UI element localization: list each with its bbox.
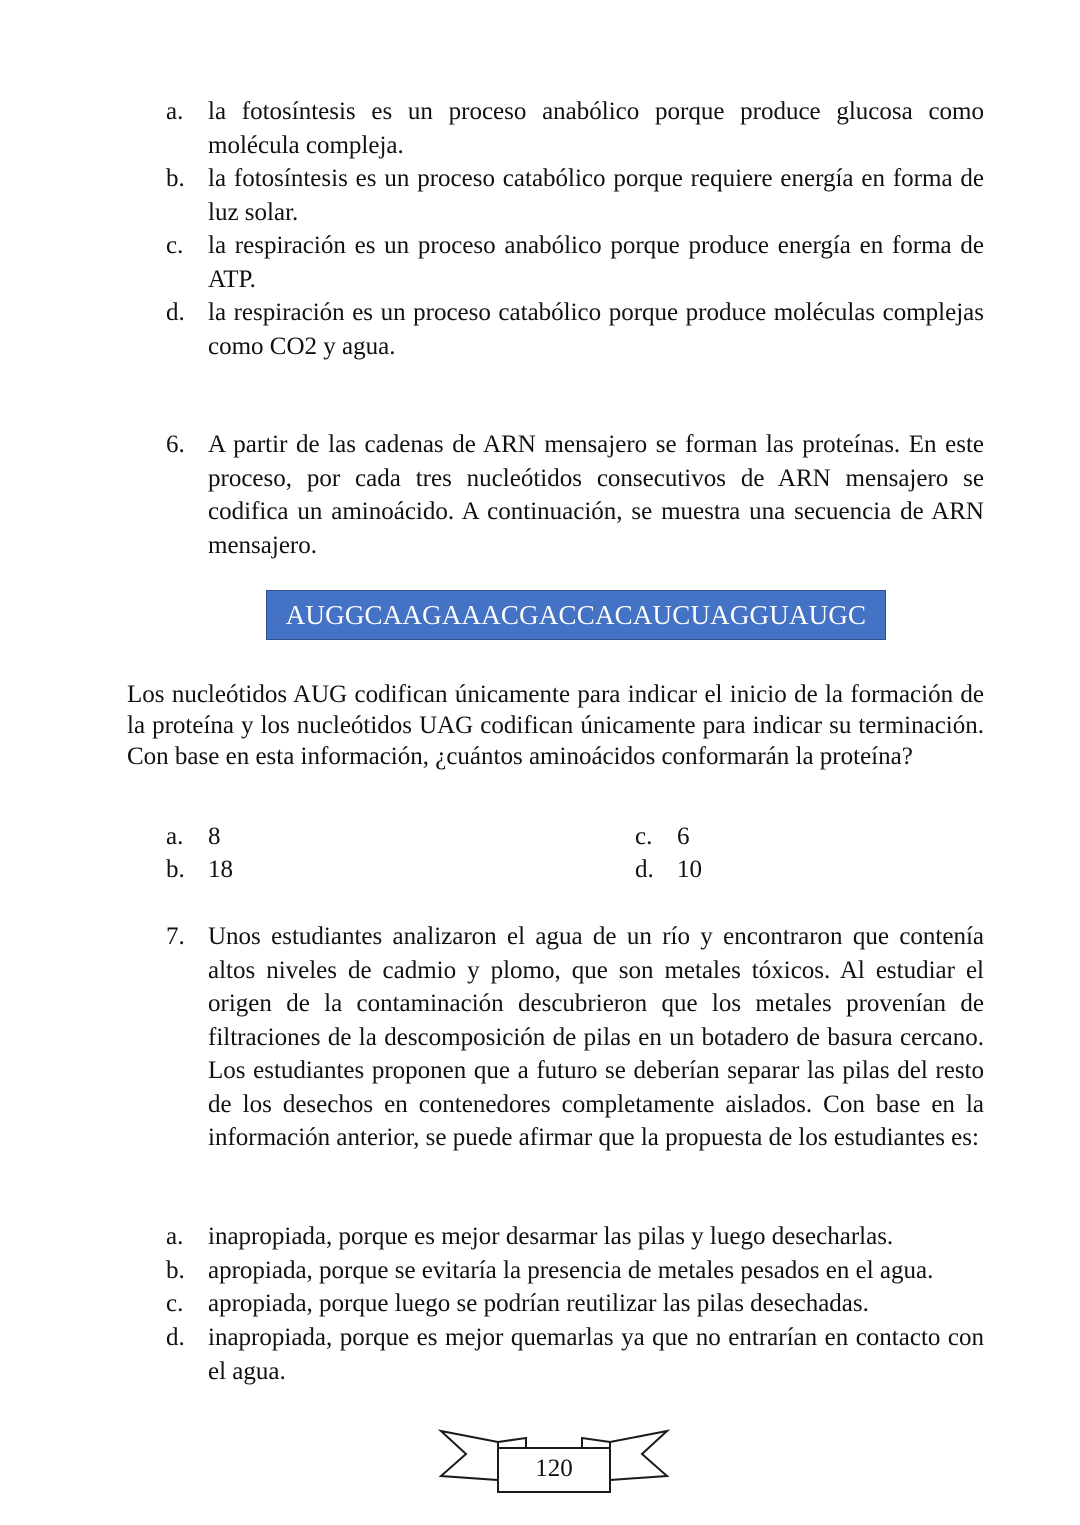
option-letter: d. [166, 299, 185, 326]
q6-option-b [166, 853, 233, 887]
question-number: 7. [166, 923, 185, 950]
q7-option-c [166, 1287, 984, 1321]
option-text: la respiración es un proceso anabólico porque produce energía en forma de ATP. [208, 232, 984, 293]
option-text: 6 [677, 823, 690, 850]
q5-option-d [166, 296, 984, 363]
option-text: 8 [208, 823, 221, 850]
option-letter: a. [166, 1223, 184, 1250]
q5-option-a [166, 95, 984, 162]
q6-option-a [166, 820, 221, 854]
question-number: 6. [166, 431, 185, 458]
q7-option-b [166, 1254, 984, 1288]
option-text: inapropiada, porque es mejor desarmar las pilas y luego desecharlas. [208, 1223, 894, 1250]
option-letter: b. [166, 1257, 185, 1284]
option-letter: c. [166, 1290, 184, 1317]
question-6 [166, 428, 984, 562]
option-letter: a. [166, 98, 184, 125]
option-text: apropiada, porque luego se podrían reutilizar las pilas desechadas. [208, 1290, 869, 1317]
question-7 [166, 920, 984, 1155]
option-text: 10 [677, 856, 702, 883]
option-text: la respiración es un proceso catabólico porque produce moléculas complejas como CO2 y agua. [208, 299, 984, 360]
option-text: inapropiada, porque es mejor quemarlas ya que no entrarían en contacto con el agua. [208, 1324, 984, 1385]
page-number-ribbon [438, 1428, 670, 1498]
option-letter: c. [166, 232, 184, 259]
rna-sequence-box: AUGGCAAGAAACGACCACAUCUAGGUAUGC [266, 590, 886, 640]
option-text: la fotosíntesis es un proceso anabólico porque produce glucosa como molécula compleja. [208, 98, 984, 159]
q7-option-d [166, 1321, 984, 1388]
page-number: 120 [535, 1455, 573, 1482]
q5-option-b [166, 162, 984, 229]
option-letter: b. [166, 856, 185, 883]
q7-option-a [166, 1220, 984, 1254]
option-letter: a. [166, 823, 184, 850]
question-text: Unos estudiantes analizaron el agua de un río y encontraron que contenía altos niveles de cadmio y plomo, que son metales tóxicos. Al estudiar el origen de la contaminación descubrieron que los metales provenían de filtraciones de la descomposición de pilas en un botadero de basura cercano. Los estudiantes proponen que a futuro se deberían separar las pilas del resto de los desechos en contenedores completamente aislados. Con base en la información anterior, se puede afirmar que la propuesta de los estudiantes es: [208, 923, 984, 1151]
option-text: 18 [208, 856, 233, 883]
option-letter: c. [635, 823, 653, 850]
option-text: apropiada, porque se evitaría la presencia de metales pesados en el agua. [208, 1257, 934, 1284]
option-letter: b. [166, 165, 185, 192]
question-text: A partir de las cadenas de ARN mensajero se forman las proteínas. En este proceso, por cada tres nucleótidos consecutivos de ARN mensajero se codifica un aminoácido. A continuación, se muestra una secuencia de ARN mensajero. [208, 431, 984, 559]
option-text: la fotosíntesis es un proceso catabólico porque requiere energía en forma de luz solar. [208, 165, 984, 226]
q6-option-d [635, 853, 702, 887]
q6-option-c [635, 820, 690, 854]
question-6-paragraph: Los nucleótidos AUG codifican únicamente para indicar el inicio de la formación de la proteína y los nucleótidos UAG codifican únicamente para indicar su terminación. Con base en esta información, ¿cuántos aminoácidos conformarán la proteína? [127, 681, 984, 770]
option-letter: d. [635, 856, 654, 883]
q5-option-c [166, 229, 984, 296]
option-letter: d. [166, 1324, 185, 1351]
